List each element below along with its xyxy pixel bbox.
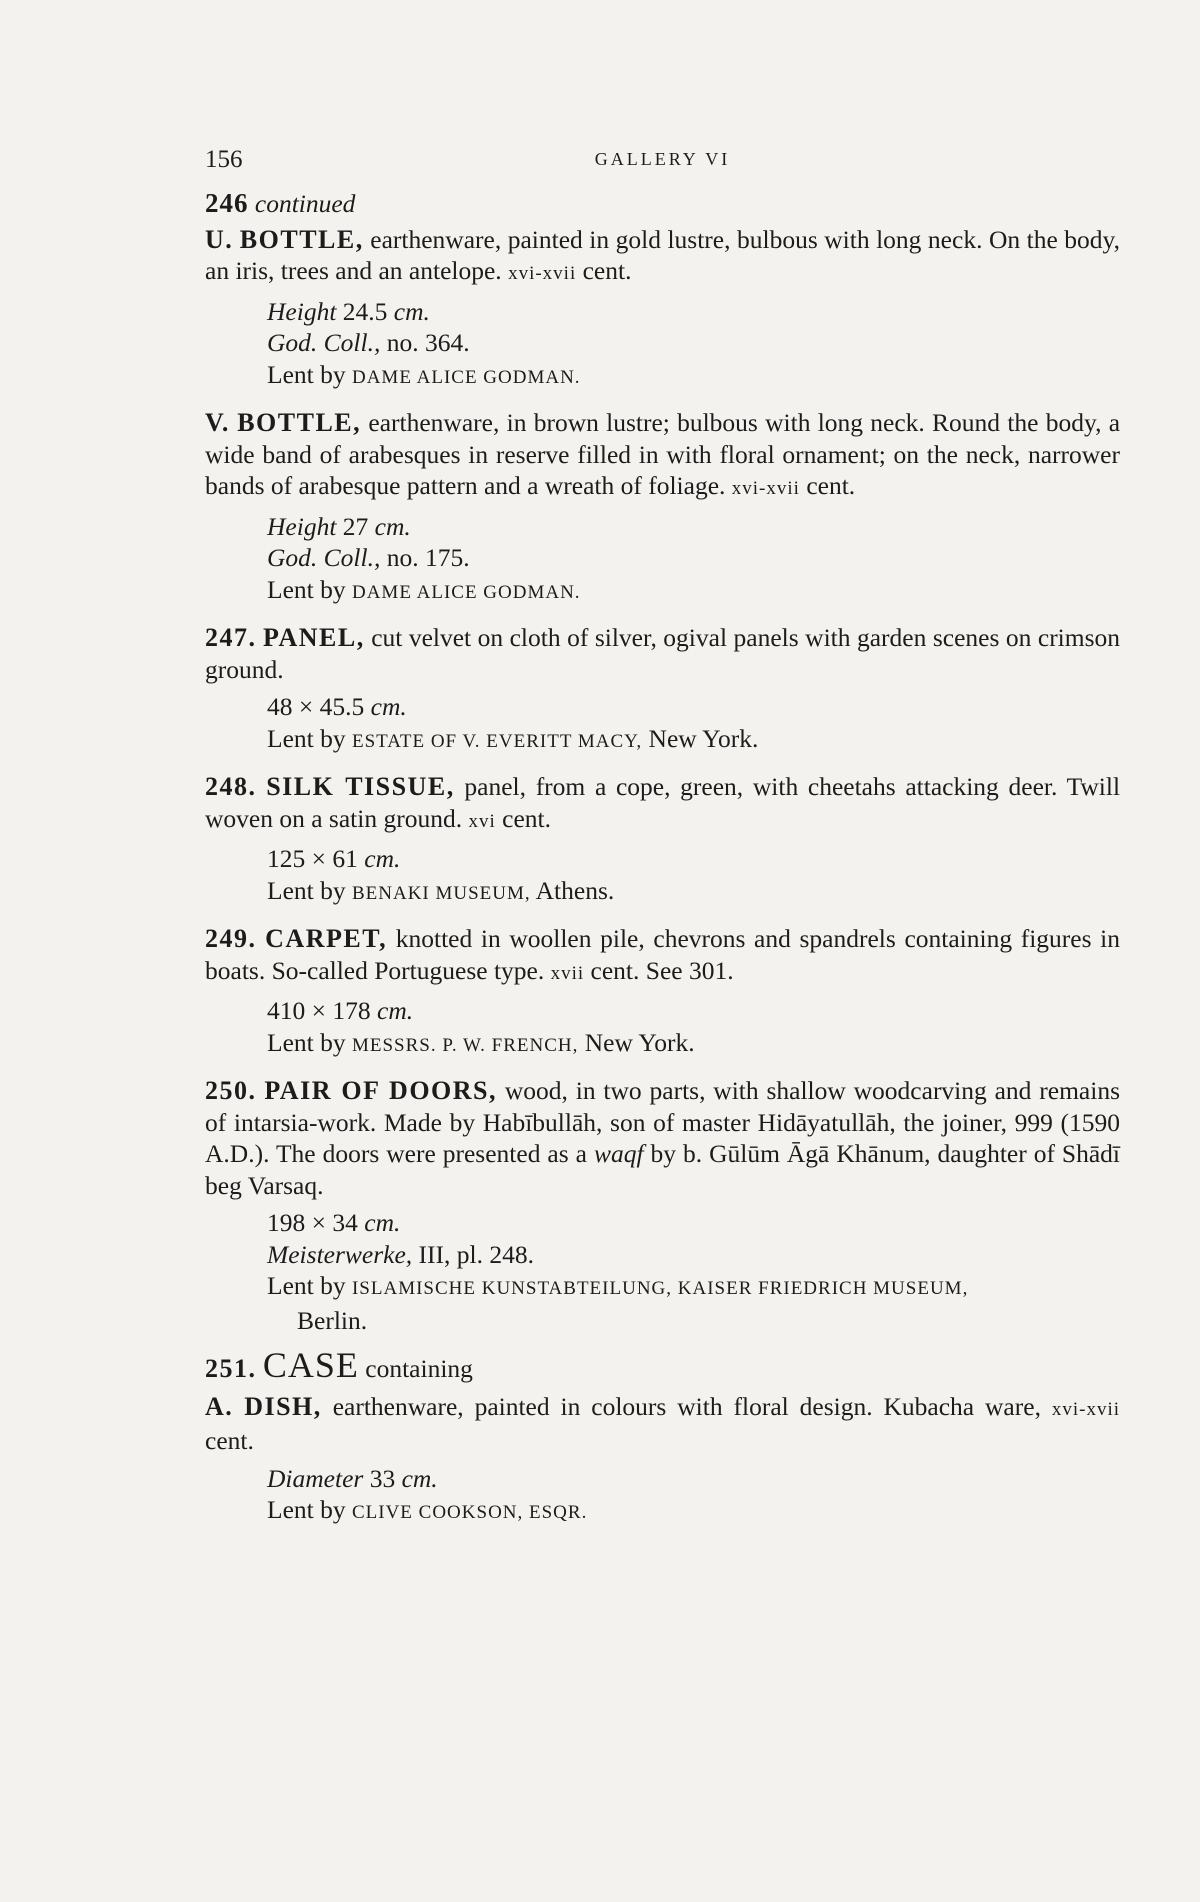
dimension-value: 24.5 <box>342 296 388 326</box>
entry-date-suffix: cent. <box>502 803 551 833</box>
lender-place: Athens. <box>535 875 615 905</box>
entry-date: xvi <box>468 810 496 832</box>
catalogue-entry-v <box>205 407 1120 608</box>
dimension-unit: cm. <box>364 1208 401 1237</box>
entry-description <box>205 407 1120 505</box>
case-heading <box>205 1345 1120 1385</box>
entry-prefix: U. <box>205 224 234 254</box>
lender-name: CLIVE COOKSON, ESQR. <box>351 1502 588 1523</box>
lender-name: DAME ALICE GODMAN. <box>351 366 581 388</box>
entry-description <box>205 622 1120 685</box>
entry-meta <box>267 511 1120 609</box>
entry-description <box>205 771 1120 837</box>
entry-title: PANEL, <box>263 623 365 652</box>
entry-title: CARPET, <box>265 924 388 953</box>
entry-lender <box>267 574 1120 609</box>
dimension-value: 27 <box>342 511 369 541</box>
entry-reference <box>267 542 1120 574</box>
reference-number: no. 175. <box>386 543 470 572</box>
reference-number: III, pl. 248. <box>418 1239 534 1269</box>
entry-title: BOTTLE, <box>239 224 364 254</box>
reference-title: Meisterwerke, <box>267 1239 413 1269</box>
lender-prefix: Lent by <box>267 1271 346 1300</box>
page-number: 156 <box>205 146 243 173</box>
entry-dimensions <box>267 995 1120 1027</box>
lender-prefix: Lent by <box>267 1495 346 1524</box>
entry-lender <box>267 875 1120 910</box>
entry-meta <box>267 1207 1120 1336</box>
dimension-value: 33 <box>369 1463 396 1493</box>
entry-prefix: 248. <box>205 772 257 801</box>
reference-title: God. Coll., <box>267 328 381 357</box>
lender-prefix: Lent by <box>267 574 346 604</box>
lender-place: New York. <box>584 1027 695 1057</box>
entry-prefix: 250. <box>205 1076 257 1105</box>
page-header <box>205 146 1120 176</box>
entry-meta <box>267 843 1120 909</box>
entry-description <box>205 1391 1120 1457</box>
entry-date: xvi-xvii <box>1051 1398 1121 1420</box>
entry-lender <box>267 1494 1120 1529</box>
entry-date-suffix: cent. <box>582 256 632 285</box>
entry-description <box>205 224 1120 290</box>
entry-text: cut velvet on cloth of silver, ogival panels with garden scenes on crimson ground. <box>205 623 1121 684</box>
entry-text: earthenware, painted in gold lustre, bulbous with long neck. On the body, an iris, trees and an antelope. <box>205 224 1121 285</box>
dimension-unit: cm. <box>374 511 411 541</box>
entry-date: xvi-xvii <box>508 263 577 284</box>
case-number: 251. <box>205 1354 257 1383</box>
entry-text: wood, in two parts, with shallow woodcarving and remains of intarsia-work. Made by Habībullāh, son of master Hidāyatullāh, the joiner, 999 (1590 A.D.). The doors were presented as a <box>205 1076 1120 1168</box>
entry-lender <box>267 723 1120 758</box>
lender-place: Berlin. <box>297 1305 368 1335</box>
dimension-unit: cm. <box>377 996 414 1025</box>
catalogue-entry-249 <box>205 923 1120 1061</box>
continued-heading <box>205 188 1120 220</box>
catalogue-entry-250 <box>205 1075 1120 1336</box>
entry-date-suffix: cent. <box>806 471 856 500</box>
lender-name: DAME ALICE GODMAN. <box>351 581 581 603</box>
running-head: GALLERY VI <box>594 149 731 169</box>
entry-prefix: A. <box>205 1391 234 1421</box>
entry-text: earthenware, painted in colours with floral design. Kubacha ware, <box>332 1391 1041 1421</box>
dimension-unit: cm. <box>370 692 407 721</box>
entry-dimensions <box>267 511 1120 543</box>
dimension-label: Diameter <box>267 1463 364 1493</box>
entry-prefix: 247. <box>205 623 257 652</box>
lender-place: New York. <box>648 723 759 753</box>
entry-text-italic: waqf <box>593 1139 644 1168</box>
entry-title: BOTTLE, <box>237 408 362 437</box>
entry-text: earthenware, in brown lustre; bulbous with long neck. Round the body, a wide band of arabesques in reserve filled in with floral ornament; on the neck, narrower bands of arabesque pattern and a wreath of foliage. <box>205 408 1121 500</box>
entry-title: PAIR OF DOORS, <box>264 1076 498 1105</box>
entry-prefix: V. <box>205 408 230 437</box>
lender-name: BENAKI MUSEUM, <box>351 882 531 904</box>
dimension-value: 198 × 34 <box>267 1208 358 1237</box>
entry-date: xvii <box>550 962 585 984</box>
entry-dimensions <box>267 691 1120 723</box>
entry-dimensions <box>267 1207 1120 1239</box>
entry-date-suffix: cent. <box>205 1426 254 1455</box>
entry-meta <box>267 1463 1120 1529</box>
catalogue-entry-248 <box>205 771 1120 909</box>
lender-name: ISLAMISCHE KUNSTABTEILUNG, KAISER FRIEDRICH MUSEUM, <box>351 1278 969 1299</box>
entry-lender <box>267 359 1120 394</box>
continued-number: 246 <box>205 188 249 218</box>
entry-meta <box>267 995 1120 1061</box>
lender-prefix: Lent by <box>267 1027 346 1057</box>
reference-title: God. Coll., <box>267 543 381 572</box>
lender-prefix: Lent by <box>267 359 346 389</box>
dimension-unit: cm. <box>401 1463 438 1493</box>
lender-name: ESTATE OF V. EVERITT MACY, <box>351 730 643 752</box>
entry-description <box>205 1075 1120 1201</box>
entry-meta <box>267 691 1120 757</box>
entry-title: SILK TISSUE, <box>266 772 455 801</box>
entry-text: knotted in woollen pile, chevrons and spandrels containing figures in boats. So-called Portuguese type. <box>205 924 1121 985</box>
catalogue-entry-247 <box>205 622 1120 757</box>
entry-lender <box>267 1270 1120 1336</box>
entry-title: DISH, <box>244 1391 322 1421</box>
dimension-value: 125 × 61 <box>267 844 358 873</box>
entry-dimensions <box>267 296 1120 328</box>
entry-lender <box>267 1027 1120 1062</box>
dimension-value: 48 × 45.5 <box>267 692 365 721</box>
entry-text-continued: by b. Gūlūm Āgā Khānum, daughter of Shādī beg Varsaq. <box>205 1139 1121 1200</box>
catalogue-entry-251a <box>205 1391 1120 1529</box>
entry-date-suffix: cent. See 301. <box>590 955 734 985</box>
catalogue-body <box>205 188 1120 1543</box>
dimension-unit: cm. <box>364 844 401 873</box>
entry-dimensions <box>267 843 1120 875</box>
lender-name: MESSRS. P. W. FRENCH, <box>351 1034 579 1056</box>
entry-reference <box>267 1239 1120 1271</box>
reference-number: no. 364. <box>386 328 470 357</box>
case-label: containing <box>365 1354 473 1383</box>
continued-label: continued <box>254 189 356 218</box>
lender-prefix: Lent by <box>267 723 346 753</box>
entry-meta <box>267 296 1120 394</box>
lender-prefix: Lent by <box>267 875 346 905</box>
entry-text: panel, from a cope, green, with cheetahs attacking deer. Twill woven on a satin ground. <box>205 772 1121 833</box>
dimension-label: Height <box>267 511 337 541</box>
dimension-value: 410 × 178 <box>267 996 371 1025</box>
catalogue-entry-u <box>205 224 1120 394</box>
dimension-label: Height <box>267 296 337 326</box>
entry-description <box>205 923 1120 989</box>
entry-prefix: 249. <box>205 924 257 953</box>
entry-date: xvi-xvii <box>731 478 800 499</box>
dimension-unit: cm. <box>393 296 430 326</box>
entry-reference <box>267 327 1120 359</box>
entry-dimensions <box>267 1463 1120 1495</box>
case-word: CASE <box>262 1345 359 1385</box>
